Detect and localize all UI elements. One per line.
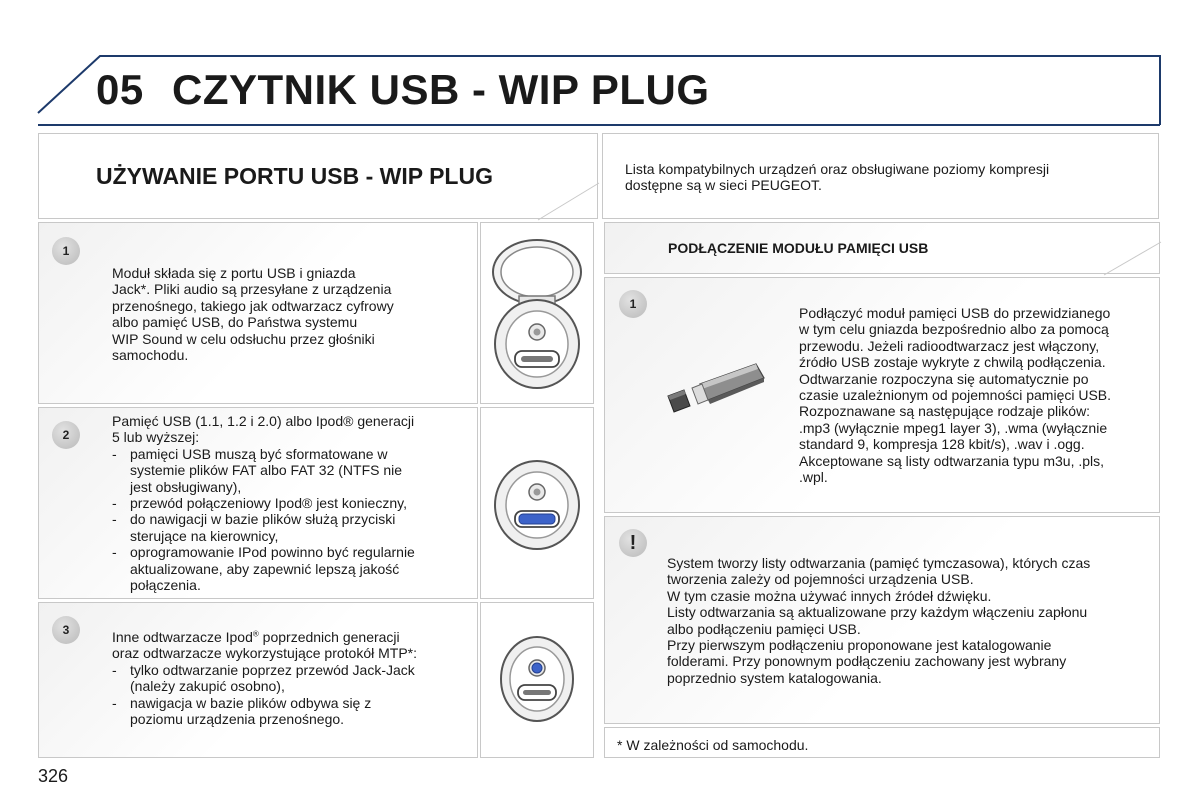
warning-icon: ! — [619, 529, 647, 557]
usb-step-1-text: Podłączyć moduł pamięci USB do przewidzianego w tym celu gniazda bezpośrednio albo za pomocą przewodu. Jeżeli radioodtwarzacz jest włączony, źródło USB zostaje wykryte z chwilą podłączenia. Odtwarzanie rozpoczyna się automatycznie po czasie uzależnionym od pojemności pamięci USB. Rozpoznawane są następujące rodzaje plików: .mp3 (wyłącznie mpeg1 layer 3), .wma (wyłącznie standard 9, kompresja 128 kbit/s), .wav i .ogg. Akceptowane są listy odtwarzania typu m3u, .pls, .wpl. — [799, 305, 1112, 486]
step-2-item: - oprogramowanie IPod powinno być regularnie aktualizowane, aby zapewnić lepszą jakość połączenia. — [112, 544, 474, 593]
step-3-text: Inne odtwarzacze Ipod® poprzednich generacji oraz odtwarzacze wykorzystujące protokół MTP*: - tylko odtwarzanie poprzez przewód Jack-Jack (należy zakupić osobno), - nawigacja w bazie plików odbywa się z poziomu urządzenia przenośnego. — [112, 629, 474, 727]
wip-plug-open-cap-illustration — [482, 226, 592, 402]
step-3-item: - tylko odtwarzanie poprzez przewód Jack-Jack (należy zakupić osobno), — [112, 662, 474, 695]
step-1-text: Moduł składa się z portu USB i gniazda Jack*. Pliki audio są przesyłane z urządzenia przenośnego, takiego jak odtwarzacz cyfrowy albo pamięć USB, do Państwa systemu WIP Sound w celu odsłuchu przez głośniki samochodu. — [112, 265, 394, 364]
footnote: * W zależności od samochodu. — [617, 737, 809, 753]
chapter-title: CZYTNIK USB - WIP PLUG — [172, 66, 710, 113]
usb-step-badge-1: 1 — [619, 290, 647, 318]
step-badge-1: 1 — [52, 237, 80, 265]
step-badge-2: 2 — [52, 421, 80, 449]
warning-text: System tworzy listy odtwarzania (pamięć tymczasowa), których czas tworzenia zależy od pojemności urządzenia USB. W tym czasie można używać innych źródeł dźwięku. Listy odtwarzania są aktualizowane przy każdym włączeniu zapłonu albo podłączeniu pamięci USB. Przy pierwszym podłączeniu proponowane jest katalogowanie folderami. Przy ponownym podłączeniu zachowany jest wybrany poprzednio system katalogowania. — [667, 555, 1091, 686]
section-title: UŻYWANIE PORTU USB - WIP PLUG — [96, 163, 493, 189]
step-3-item: - nawigacja w bazie plików odbywa się z poziomu urządzenia przenośnego. — [112, 695, 474, 728]
chapter-number: 05 — [96, 66, 144, 113]
step-2-item: - pamięci USB muszą być sformatowane w systemie plików FAT albo FAT 32 (NTFS nie jest obsługiwany), — [112, 446, 474, 495]
step-2-item: - przewód połączeniowy Ipod® jest konieczny, — [112, 495, 474, 511]
wip-plug-usb-illustration — [482, 440, 592, 570]
step-2-text: Pamięć USB (1.1, 1.2 i 2.0) albo Ipod® generacji 5 lub wyższej: - pamięci USB muszą być sformatowane w systemie plików FAT albo FAT 32 (NTFS nie jest obsługiwany), - przewód połączeniowy Ipod® jest konieczny, - do nawigacji w bazie plików służą przyciski sterujące na kierownicy, - oprogramowanie IPod powinno być regularnie aktualizowane, aby zapewnić lepszą jakość połączenia. — [112, 413, 474, 593]
wip-plug-jack-illustration — [482, 617, 592, 737]
page-number: 326 — [38, 766, 69, 786]
step-2-item: - do nawigacji w bazie plików służą przyciski sterujące na kierownicy, — [112, 511, 474, 544]
usb-section-title: PODŁĄCZENIE MODUŁU PAMIĘCI USB — [668, 240, 929, 256]
usb-stick-illustration — [664, 356, 774, 420]
compatibility-note: Lista kompatybilnych urządzeń oraz obsługiwane poziomy kompresji dostępne są w sieci PEUGEOT. — [625, 161, 1050, 194]
step-badge-3: 3 — [52, 616, 80, 644]
